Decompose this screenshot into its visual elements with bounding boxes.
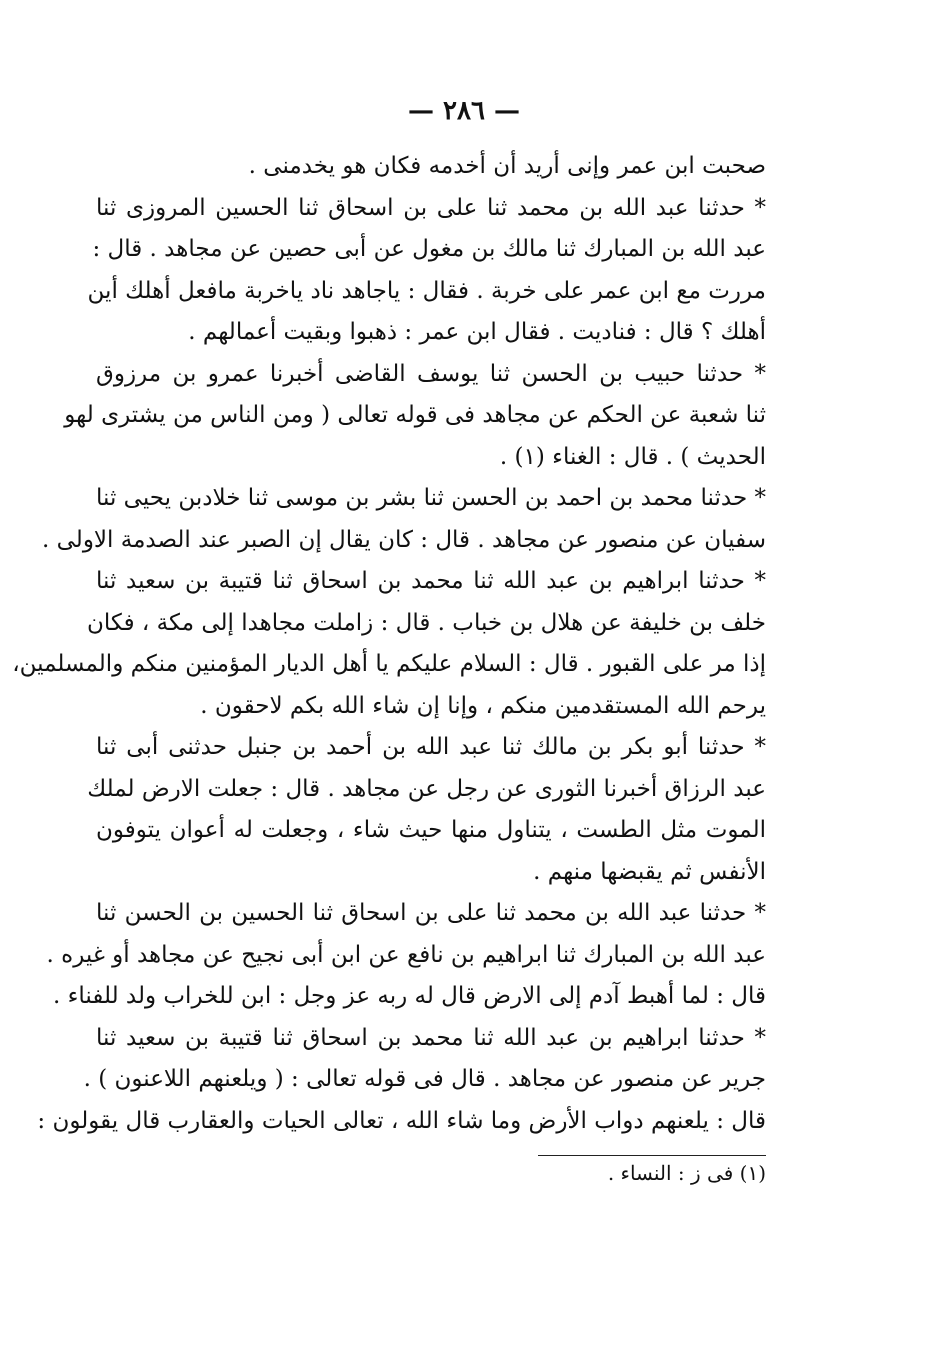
- text-line: ثنا شعبة عن الحكم عن مجاهد فى قوله تعالى ( ومن الناس من يشترى لهو: [64, 402, 766, 428]
- text-line: جرير عن منصور عن مجاهد . قال فى قوله تعالى : ( ويلعنهم اللاعنون ) .: [83, 1066, 766, 1092]
- text-line: * حدثنا عبد الله بن محمد ثنا على بن اسحاق ثنا الحسين المروزى ثنا: [96, 194, 766, 221]
- text-line: عبد الرزاق أخبرنا الثورى عن رجل عن مجاهد . قال : جعلت الارض لملك: [87, 775, 766, 802]
- text-line: * حدثنا محمد بن احمد بن الحسن ثنا بشر بن موسى ثنا خلادبن يحيى ثنا: [96, 485, 766, 511]
- footnote: (١) فى ز : النساء .: [607, 1161, 766, 1185]
- text-line: يرحم الله المستقدمين منكم ، وإنا إن شاء الله بكم لاحقون .: [200, 692, 766, 719]
- footnote-divider: [538, 1155, 766, 1156]
- text-line: إذا مر على القبور . قال : السلام عليكم يا أهل الديار المؤمنين منكم والمسلمين،: [12, 651, 766, 677]
- text-line: مررت مع ابن عمر على خربة . فقال : ياجاهد ناد ياخربة مافعل أهلك أين: [87, 277, 766, 304]
- text-line: الموت مثل الطست ، يتناول منها حيث شاء ، وجعلت له أعوان يتوفون: [96, 817, 766, 843]
- text-line: صحبت ابن عمر وإنى أريد أن أخدمه فكان هو يخدمنى .: [248, 153, 766, 179]
- text-line: * حدثنا أبو بكر بن مالك ثنا عبد الله بن أحمد بن جنبل حدثنى أبى ثنا: [96, 734, 766, 760]
- text-line: * حدثنا حبيب بن الحسن ثنا يوسف القاضى أخبرنا عمرو بن مرزوق: [96, 360, 766, 387]
- text-line: قال : لما أهبط آدم إلى الارض قال له ربه عز وجل : ابن للخراب ولد للفناء .: [52, 983, 766, 1009]
- text-line: سفيان عن منصور عن مجاهد . قال : كان يقال إن الصبر عند الصدمة الاولى .: [42, 526, 766, 553]
- page-number: — ٢٨٦ —: [407, 96, 521, 126]
- text-line: الأنفس ثم يقبضها منهم .: [533, 858, 766, 885]
- text-line: * حدثنا عبد الله بن محمد ثنا على بن اسحاق ثنا الحسين بن الحسن ثنا: [96, 900, 766, 926]
- text-line: قال : يلعنهم دواب الأرض وما شاء الله ، تعالى الحيات والعقارب قال يقولون :: [37, 1107, 766, 1134]
- text-line: * حدثنا ابراهيم بن عبد الله ثنا محمد بن اسحاق ثنا قتيبة بن سعيد ثنا: [96, 1024, 766, 1051]
- text-line: أهلك ؟ قال : فناديت . فقال ابن عمر : ذهبوا وبقيت أعمالهم .: [188, 319, 766, 345]
- text-line: عبد الله بن المبارك ثنا مالك بن مغول عن أبى حصين عن مجاهد . قال :: [92, 236, 766, 262]
- text-line: الحديث ) . قال : الغناء (١) .: [499, 443, 766, 470]
- body-text: [12, 146, 766, 1142]
- text-line: خلف بن خليفة عن هلال بن خباب . قال : زاملت مجاهدا إلى مكة ، فكان: [87, 609, 766, 636]
- text-line: * حدثنا ابراهيم بن عبد الله ثنا محمد بن اسحاق ثنا قتيبة بن سعيد ثنا: [96, 568, 766, 594]
- text-line: عبد الله بن المبارك ثنا ابراهيم بن نافع عن ابن أبى نجيح عن مجاهد أو غيره .: [46, 941, 766, 968]
